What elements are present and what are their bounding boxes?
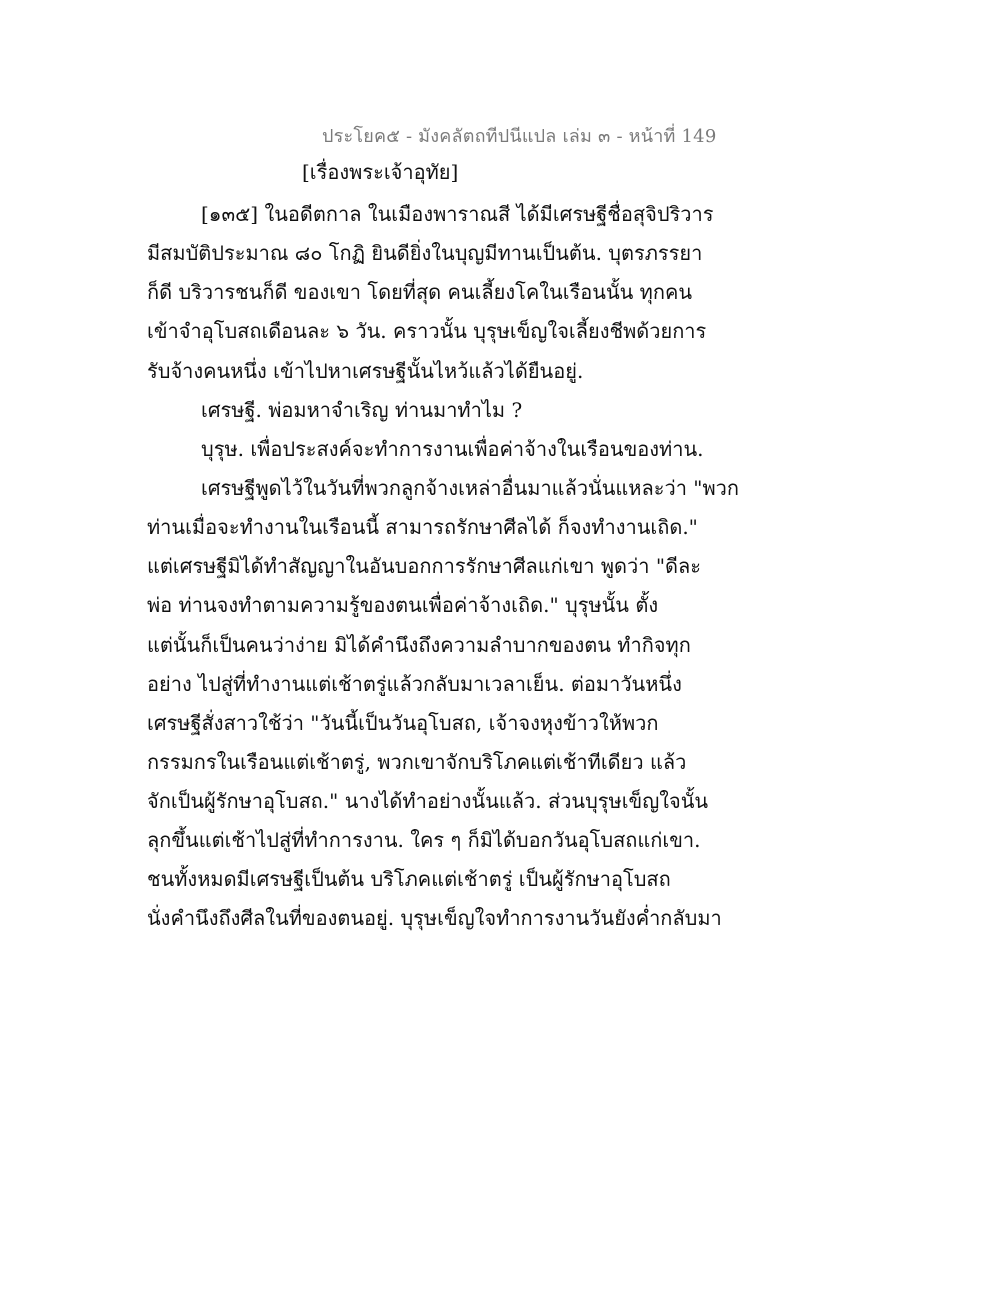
- text-line: แต่เศรษฐีมิได้ทำสัญญาในอันบอกการรักษาศีลแก่เขา พูดว่า "ดีละ: [147, 554, 702, 578]
- page-header: ประโยค๕ - มังคลัตถทีปนีแปล เล่ม ๓ - หน้าที่ 149: [322, 126, 717, 147]
- text-line: เศรษฐี. พ่อมหาจำเริญ ท่านมาทำไม ?: [201, 398, 523, 422]
- text-line: เศรษฐีพูดไว้ในวันที่พวกลูกจ้างเหล่าอื่นมาแล้วนั่นแหละว่า "พวก: [201, 476, 740, 500]
- text-line: นั่งคำนึงถึงศีลในที่ของตนอยู่. บุรุษเข็ญใจทำการงานวันยังค่ำกลับมา: [147, 906, 722, 930]
- text-line: รับจ้างคนหนึ่ง เข้าไปหาเศรษฐีนั้นไหว้แล้วได้ยืนอยู่.: [147, 359, 584, 383]
- text-line: เศรษฐีสั่งสาวใช้ว่า "วันนี้เป็นวันอุโบสถ, เจ้าจงหุงข้าวให้พวก: [147, 711, 659, 735]
- text-line: ก็ดี บริวารชนก็ดี ของเขา โดยที่สุด คนเลี้ยงโคในเรือนนั้น ทุกคน: [147, 280, 693, 304]
- text-line: ชนทั้งหมดมีเศรษฐีเป็นต้น บริโภคแต่เช้าตรู่ เป็นผู้รักษาอุโบสถ: [147, 867, 671, 891]
- text-line: ท่านเมื่อจะทำงานในเรือนนี้ สามารถรักษาศีลได้ ก็จงทำงานเถิด.": [147, 515, 698, 539]
- text-line: ลุกขึ้นแต่เช้าไปสู่ที่ทำการงาน. ใคร ๆ ก็มิได้บอกวันอุโบสถแก่เขา.: [147, 828, 701, 852]
- text-line: จักเป็นผู้รักษาอุโบสถ." นางได้ทำอย่างนั้นแล้ว. ส่วนบุรุษเข็ญใจนั้น: [147, 789, 709, 813]
- text-line: มีสมบัติประมาณ ๘๐ โกฏิ ยินดียิ่งในบุญมีทานเป็นต้น. บุตรภรรยา: [147, 241, 703, 265]
- text-line: กรรมกรในเรือนแต่เช้าตรู่, พวกเขาจักบริโภคแต่เช้าทีเดียว แล้ว: [147, 750, 687, 774]
- text-line: บุรุษ. เพื่อประสงค์จะทำการงานเพื่อค่าจ้างในเรือนของท่าน.: [201, 437, 704, 461]
- section-heading: [เรื่องพระเจ้าอุทัย]: [302, 160, 459, 184]
- text-line: เข้าจำอุโบสถเดือนละ ๖ วัน. คราวนั้น บุรุษเข็ญใจเลี้ยงชีพด้วยการ: [147, 319, 707, 343]
- text-line: อย่าง ไปสู่ที่ทำงานแต่เช้าตรู่แล้วกลับมาเวลาเย็น. ต่อมาวันหนึ่ง: [147, 672, 682, 696]
- text-line: แต่นั้นก็เป็นคนว่าง่าย มิได้คำนึงถึงความลำบากของตน ทำกิจทุก: [147, 633, 691, 657]
- text-line: [๑๓๕] ในอดีตกาล ในเมืองพาราณสี ได้มีเศรษฐีชื่อสุจิปริวาร: [201, 202, 714, 226]
- text-line: พ่อ ท่านจงทำตามความรู้ของตนเพื่อค่าจ้างเถิด." บุรุษนั้น ตั้ง: [147, 593, 659, 617]
